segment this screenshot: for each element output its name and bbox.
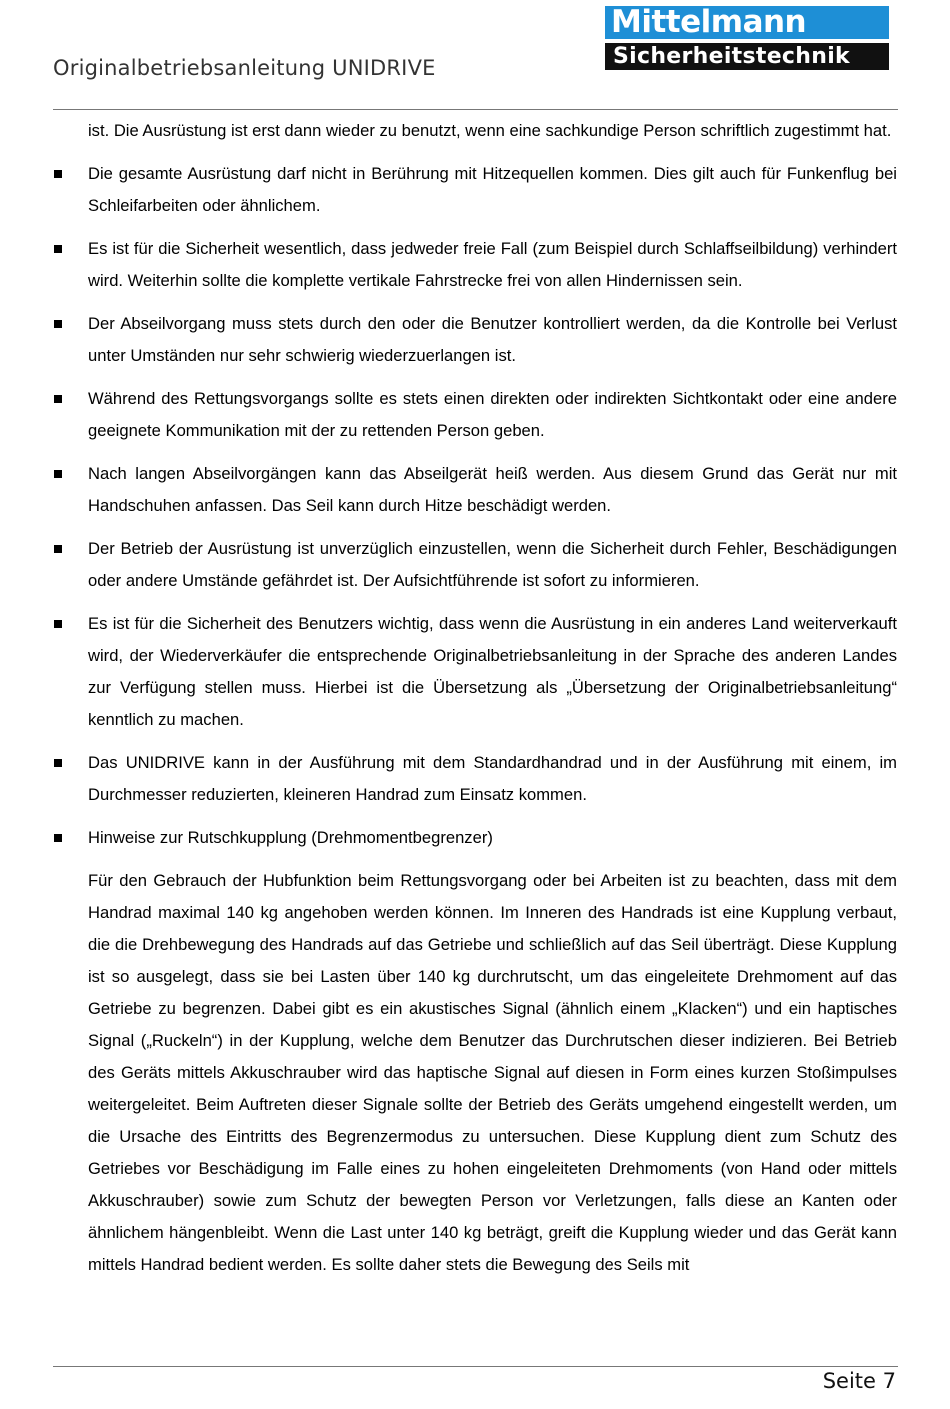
page-content	[53, 115, 897, 1292]
bullet-item: Es ist für die Sicherheit des Benutzers wichtig, dass wenn die Ausrüstung in ein anderes Land weiterverkauft wird, der Wiederverkäufer die entsprechende Originalbetriebsanleitung in der Sprache des anderen Landes zur Verfügung stellen muss. Hierbei ist die Übersetzung als „Übersetzung der Originalbetriebsanleitung“ kenntlich zu machen.	[53, 608, 897, 736]
bullet-item: Die gesamte Ausrüstung darf nicht in Berührung mit Hitzequellen kommen. Dies gilt auch für Funkenflug bei Schleifarbeiten oder ähnlichem.	[53, 158, 897, 222]
bullet-item: Das UNIDRIVE kann in der Ausführung mit dem Standardhandrad und in der Ausführung mit einem, im Durchmesser reduzierten, kleineren Handrad zum Einsatz kommen.	[53, 747, 897, 811]
bullet-item: Der Betrieb der Ausrüstung ist unverzüglich einzustellen, wenn die Sicherheit durch Fehler, Beschädigungen oder andere Umstände gefährdet ist. Der Aufsichtführende ist sofort zu informieren.	[53, 533, 897, 597]
header-divider	[53, 109, 898, 110]
bullet-item: Nach langen Abseilvorgängen kann das Abseilgerät heiß werden. Aus diesem Grund das Gerät nur mit Handschuhen anfassen. Das Seil kann durch Hitze beschädigt werden.	[53, 458, 897, 522]
page-number: Seite 7	[822, 1369, 896, 1393]
bullet-item: Hinweise zur Rutschkupplung (Drehmomentbegrenzer)	[53, 822, 897, 854]
detail-paragraph: Für den Gebrauch der Hubfunktion beim Rettungsvorgang oder bei Arbeiten ist zu beachten, dass mit dem Handrad maximal 140 kg angehoben werden können. Im Inneren des Handrads ist eine Kupplung verbaut, die die Drehbewegung des Handrads auf das Getriebe und schließlich auf das Seil überträgt. Diese Kupplung ist so ausgelegt, dass sie bei Lasten über 140 kg durchrutscht, um das eingeleitete Drehmoment auf das Getriebe zu begrenzen. Dabei gibt es ein akustisches Signal (ähnlich einem „Klacken“) und ein haptisches Signal („Ruckeln“) in der Kupplung, welche dem Benutzer das Durchrutschen dieser indizieren. Bei Betrieb des Geräts mittels Akkuschrauber wird das haptische Signal auf diesen in Form eines kurzen Stoßimpulses weitergeleitet. Beim Auftreten dieser Signale sollte der Betrieb des Geräts umgehend eingestellt werden, um die Ursache des Eintritts des Begrenzermodus zu untersuchen. Diese Kupplung dient zum Schutz des Getriebes vor Beschädigung im Falle eines zu hohen eingeleiteten Drehmoments (von Hand oder mittels Akkuschrauber) sowie zum Schutz der bewegten Person vor Verletzungen, falls diese an Kanten oder ähnlichem hängenbleibt. Wenn die Last unter 140 kg beträgt, greift die Kupplung wieder und das Gerät kann mittels Handrad bedient werden. Es sollte daher stets die Bewegung des Seils mit	[88, 871, 897, 1274]
bullet-item: Während des Rettungsvorgangs sollte es stets einen direkten oder indirekten Sichtkontakt oder eine andere geeignete Kommunikation mit der zu rettenden Person geben.	[53, 383, 897, 447]
company-logo	[605, 6, 889, 70]
logo-line-1: Mittelmann	[605, 6, 889, 39]
bullet-item: Es ist für die Sicherheit wesentlich, dass jedweder freie Fall (zum Beispiel durch Schlaffseilbildung) verhindert wird. Weiterhin sollte die komplette vertikale Fahrstrecke frei von allen Hindernissen sein.	[53, 233, 897, 297]
footer-divider	[53, 1366, 898, 1367]
document-title: Originalbetriebsanleitung UNIDRIVE	[53, 56, 436, 80]
bullet-item: Der Abseilvorgang muss stets durch den oder die Benutzer kontrolliert werden, da die Kontrolle bei Verlust unter Umständen nur sehr schwierig wiederzuerlangen ist.	[53, 308, 897, 372]
logo-line-2: Sicherheitstechnik	[605, 43, 889, 70]
continued-paragraph: ist. Die Ausrüstung ist erst dann wieder zu benutzt, wenn eine sachkundige Person schriftlich zugestimmt hat.	[88, 121, 892, 140]
